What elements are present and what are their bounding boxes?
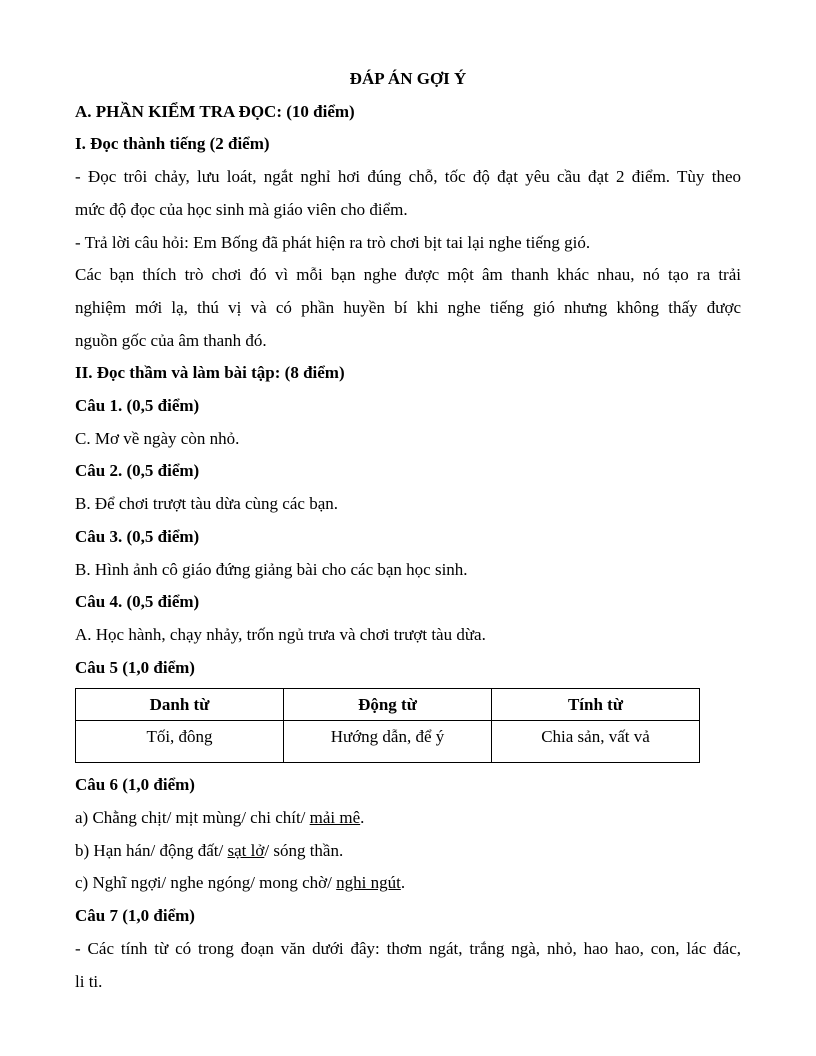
question-7-line-1: - Các tính từ có trong đoạn văn dưới đây: thơm ngát, trắng ngà, nhỏ, hao hao, con, lác đác,: [75, 938, 741, 958]
section-i-line-6: nguồn gốc của âm thanh đó.: [75, 330, 267, 350]
question-6-item-a: [75, 802, 741, 835]
question-7-heading: Câu 7 (1,0 điểm): [75, 906, 195, 926]
question-5-heading: Câu 5 (1,0 điểm): [75, 657, 195, 677]
table-cell-danh-tu: Tối, đông: [76, 721, 284, 763]
q6a-trailing-text: .: [360, 808, 365, 828]
section-i-line-3: - Trả lời câu hỏi: Em Bống đã phát hiện ra trò chơi bịt tai lại nghe tiếng gió.: [75, 232, 591, 252]
question-1-heading: Câu 1. (0,5 điểm): [75, 396, 200, 416]
section-i-line-2: mức độ đọc của học sinh mà giáo viên cho điểm.: [75, 199, 408, 219]
q6c-trailing-text: .: [400, 873, 406, 893]
q6c-underlined-answer: nghi ngút: [336, 873, 401, 893]
section-i-line-1: - Đọc trôi chảy, lưu loát, ngắt nghỉ hơi đúng chỗ, tốc độ đạt yêu cầu đạt 2 điểm. Tùy theo: [75, 167, 741, 187]
question-1-answer: C. Mơ về ngày còn nhỏ.: [75, 428, 240, 448]
table-header-row: [76, 689, 700, 721]
question-3-heading: Câu 3. (0,5 điểm): [75, 526, 200, 546]
word-class-table: [75, 688, 700, 763]
question-4-answer: A. Học hành, chạy nhảy, trốn ngủ trưa và chơi trượt tàu dừa.: [75, 624, 486, 644]
page-title: ĐÁP ÁN GỢI Ý: [349, 69, 467, 88]
q6a-underlined-answer: mải mê: [309, 808, 361, 828]
question-2-heading: Câu 2. (0,5 điểm): [75, 461, 200, 481]
section-a-heading: A. PHẦN KIỂM TRA ĐỌC: (10 điểm): [75, 101, 355, 121]
table-header-danh-tu: Danh từ: [76, 689, 284, 721]
q6b-trailing-text: / sóng thần.: [264, 840, 344, 860]
section-ii-heading: II. Đọc thầm và làm bài tập: (8 điểm): [75, 363, 345, 383]
table-header-dong-tu: Động từ: [284, 689, 492, 721]
section-i-line-4: Các bạn thích trò chơi đó vì mỗi bạn nghe được một âm thanh khác nhau, nó tạo ra trải: [75, 265, 741, 285]
question-7-line-2: li ti.: [75, 971, 103, 991]
question-2-answer: B. Để chơi trượt tàu dừa cùng các bạn.: [75, 494, 338, 514]
table-data-row: [76, 721, 700, 763]
q6b-text: b) Hạn hán/ động đất/: [75, 840, 228, 860]
question-6-item-c: [75, 867, 741, 900]
question-4-heading: Câu 4. (0,5 điểm): [75, 592, 200, 612]
table-cell-dong-tu: Hướng dẫn, để ý: [284, 721, 492, 763]
question-6-item-b: [75, 835, 741, 868]
section-i-heading: I. Đọc thành tiếng (2 điểm): [75, 134, 270, 154]
section-i-line-5: nghiệm mới lạ, thú vị và có phần huyền bí khi nghe tiếng gió nhưng không thấy được: [75, 297, 741, 317]
q6c-text: c) Nghĩ ngợi/ nghe ngóng/ mong chờ/: [75, 873, 337, 893]
question-3-answer: B. Hình ảnh cô giáo đứng giảng bài cho các bạn học sinh.: [75, 559, 468, 579]
q6b-underlined-answer: sạt lở: [227, 840, 265, 860]
question-6-heading: Câu 6 (1,0 điểm): [75, 775, 195, 795]
q6a-text: a) Chằng chịt/ mịt mùng/ chi chít/: [75, 808, 310, 828]
table-cell-tinh-tu: Chia sản, vất vả: [492, 721, 700, 763]
table-header-tinh-tu: Tính từ: [492, 689, 700, 721]
